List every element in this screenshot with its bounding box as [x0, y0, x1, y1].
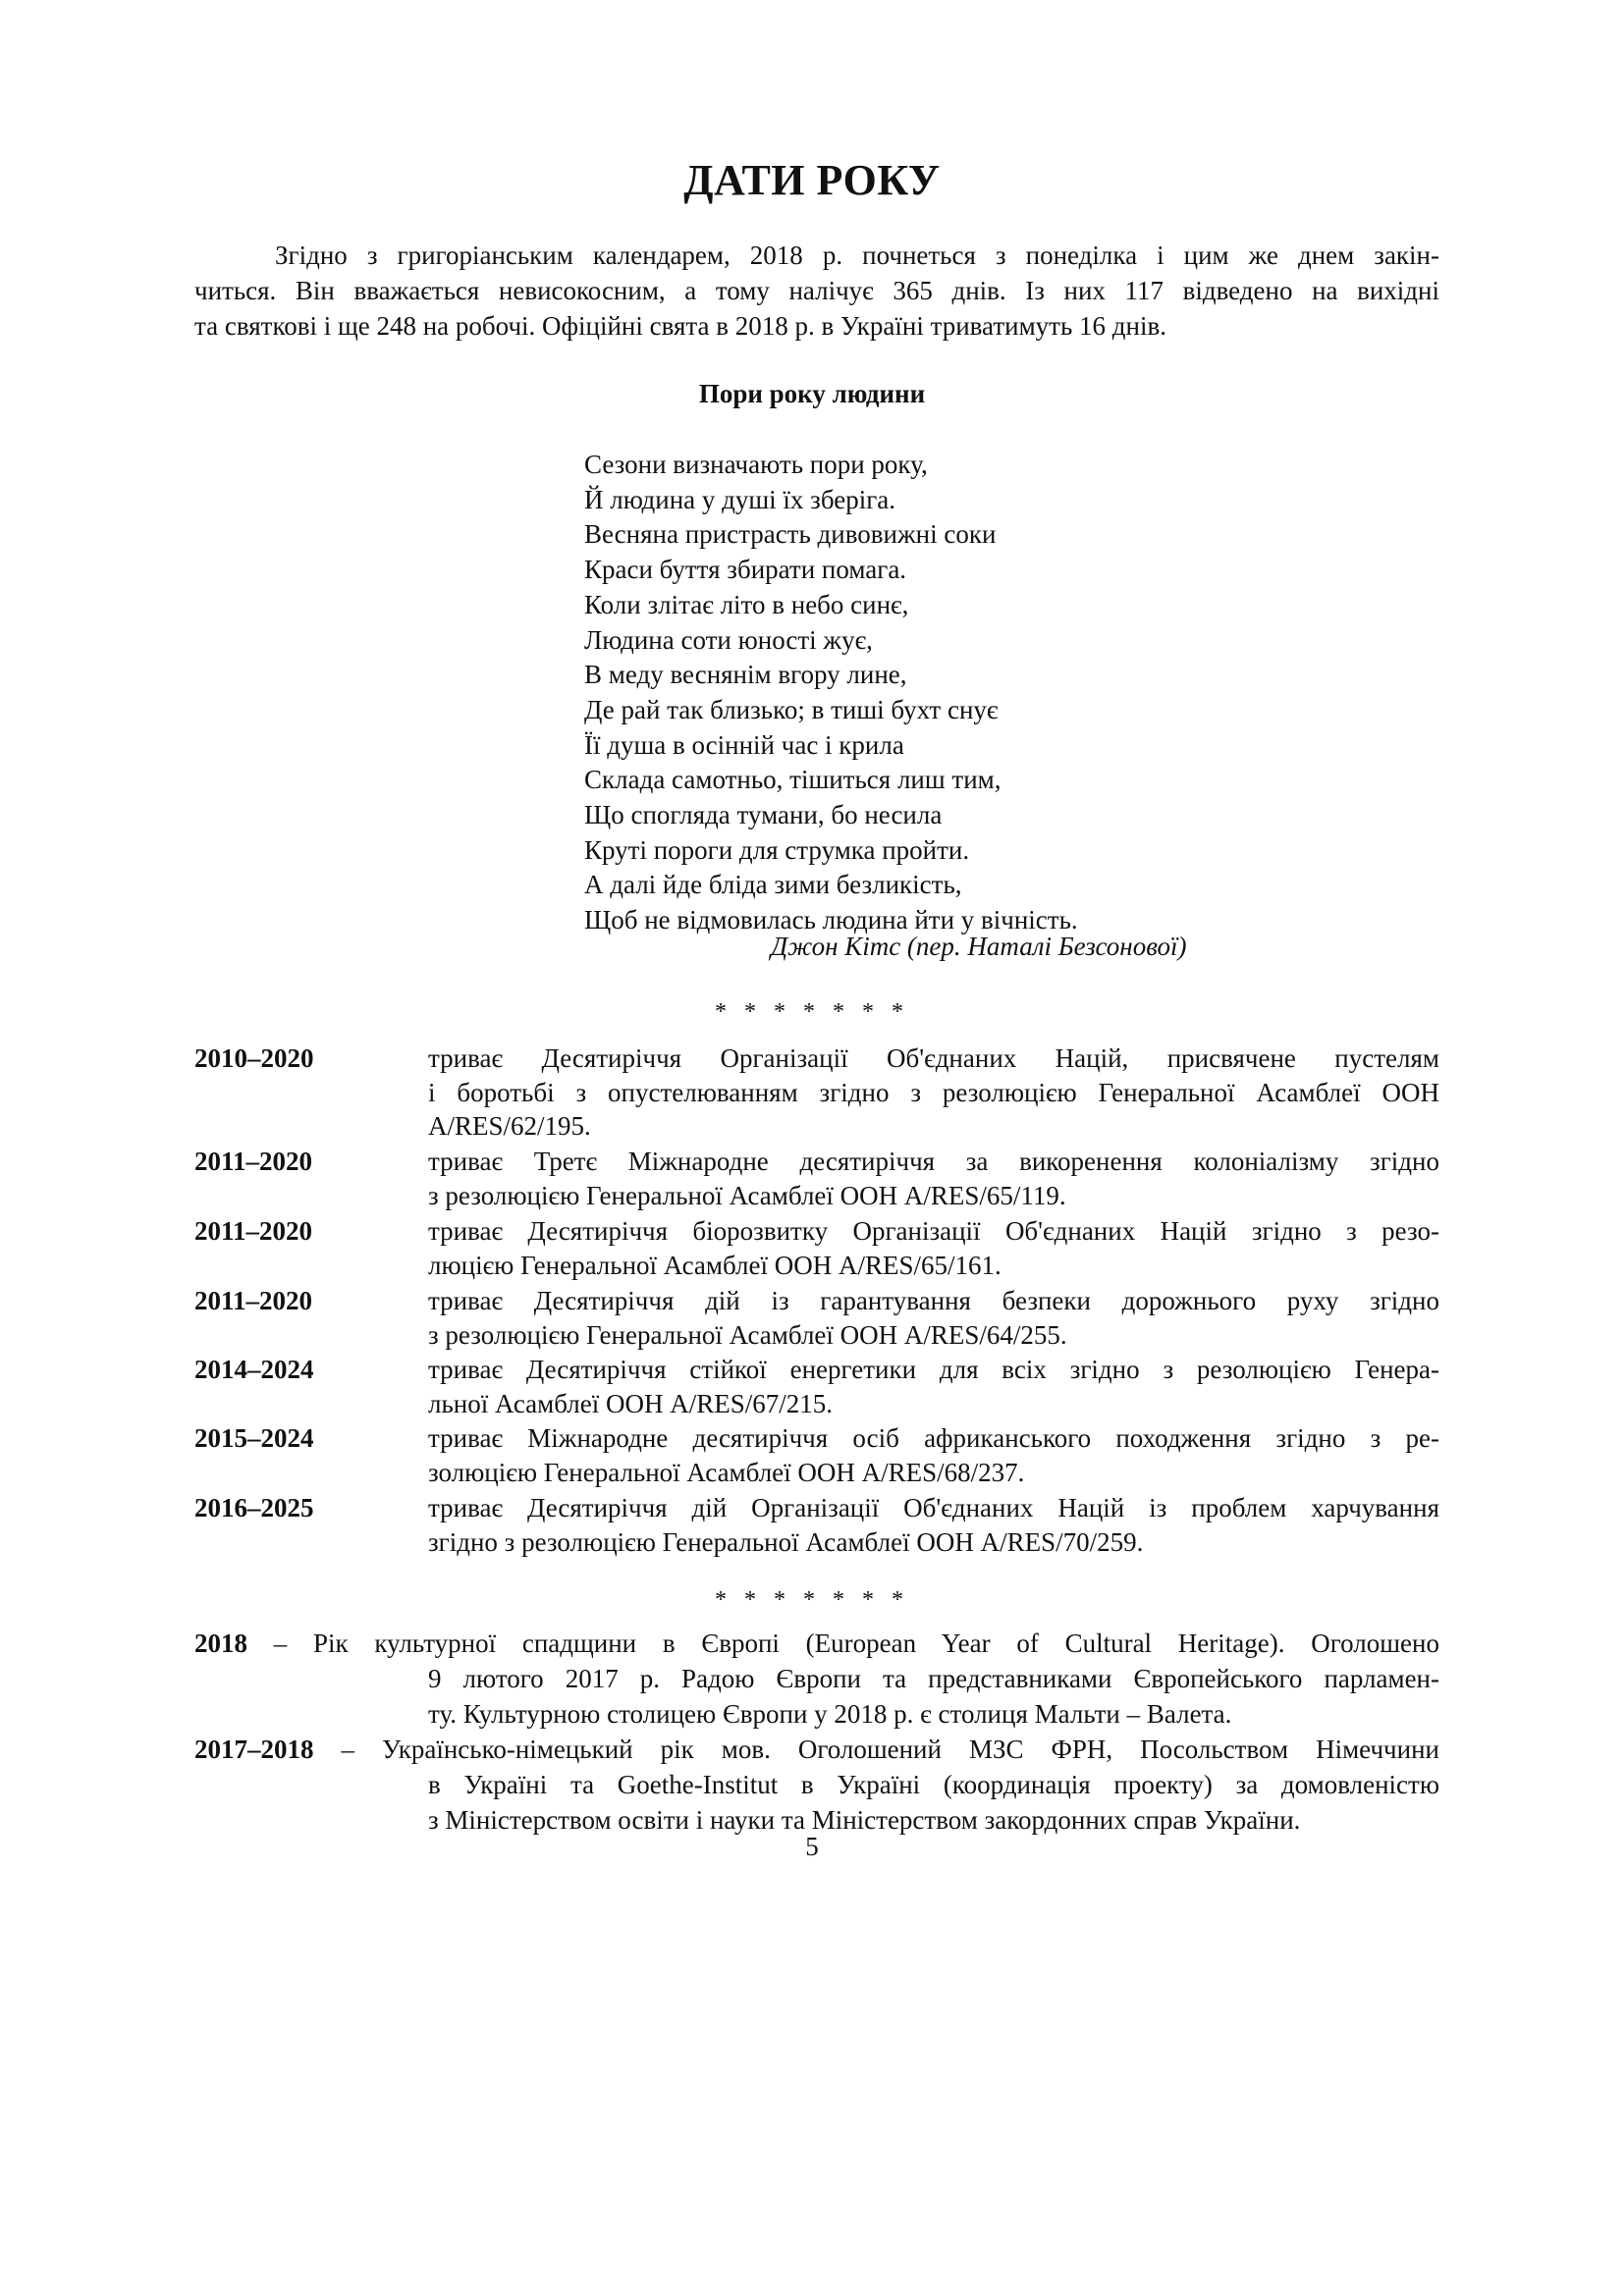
decade-text-line: триває Десятиріччя біорозвитку Організації Об'єднаних Націй згідно з резо- — [428, 1216, 1439, 1246]
intro-line: читься. Він вважається невисокосним, а тому налічує 365 днів. Із них 117 відведено на вихідні — [194, 276, 1439, 305]
year-entry-line: в Україні та Goethe-Institut в Україні (координація проекту) за домовленістю — [428, 1770, 1439, 1799]
poem-line: Її душа в осінній час і крила — [584, 729, 904, 760]
decade-text-line: люцією Генеральної Асамблеї ООН A/RES/65/161. — [428, 1250, 1001, 1280]
decade-years: 2011–2020 — [194, 1286, 313, 1315]
poem-body — [584, 448, 1078, 938]
year-label: 2017–2018 — [194, 1735, 314, 1764]
decade-text-line: триває Десятиріччя дій із гарантування безпеки дорожнього руху згідно — [428, 1286, 1439, 1315]
year-entry-line: з Міністерством освіти і науки та Міністерством закордонних справ України. — [428, 1805, 1301, 1835]
poem-line: Сезони визначають пори року, — [584, 450, 928, 479]
intro-paragraph — [194, 238, 1439, 344]
decade-years: 2014–2024 — [194, 1355, 314, 1384]
poem-line: Краси буття збирати помага. — [584, 555, 907, 585]
year-entry-head — [194, 1732, 1439, 1767]
decade-years: 2011–2020 — [194, 1216, 313, 1246]
page-number: 5 — [805, 1832, 819, 1861]
intro-line: та святкові і ще 248 на робочі. Офіційні свята в 2018 р. в Україні триватимуть 16 днів. — [194, 311, 1166, 341]
decade-years: 2016–2025 — [194, 1493, 314, 1522]
decade-years: 2015–2024 — [194, 1423, 314, 1453]
poem-line: Людина соти юності жує, — [584, 624, 873, 655]
decade-text-line: триває Міжнародне десятиріччя осіб африканського походження згідно з ре- — [428, 1423, 1439, 1453]
decade-text-line: льної Асамблеї ООН A/RES/67/215. — [428, 1388, 833, 1418]
decade-entry — [194, 1145, 1439, 1212]
year-entry — [194, 1626, 1439, 1732]
year-entry-line: ту. Культурною столицею Європи у 2018 р. є столиця Мальти – Валета. — [428, 1699, 1232, 1729]
poem-line: В меду веснянім вгору лине, — [584, 660, 907, 690]
decade-years: 2011–2020 — [194, 1147, 313, 1176]
decade-entry — [194, 1214, 1439, 1282]
poem-line: Коли злітає літо в небо синє, — [584, 589, 909, 619]
decade-text-line: триває Третє Міжнародне десятиріччя за викоренення колоніалізму згідно — [428, 1147, 1439, 1176]
poem-line: Що споглядa тумани, бо несила — [584, 800, 943, 830]
decade-text-line: триває Десятиріччя Організації Об'єднаних Націй, присвячене пустелям — [428, 1043, 1439, 1073]
year-entry-text: – Рік культурної спадщини в Європі (European Year of Cultural Heritage). Оголошено — [247, 1629, 1439, 1658]
decade-entry — [194, 1491, 1439, 1559]
decade-text-line: з резолюцією Генеральної Асамблеї ООН A/RES/65/119. — [428, 1180, 1066, 1210]
decade-entry — [194, 1421, 1439, 1489]
decade-text-line: з резолюцією Генеральної Асамблеї ООН A/RES/64/255. — [428, 1319, 1067, 1350]
year-entry-head — [194, 1626, 1439, 1661]
year-label: 2018 — [194, 1629, 247, 1658]
poem-line: Де рай так близько; в тиші бухт снує — [584, 694, 999, 724]
year-entry — [194, 1732, 1439, 1838]
poem-line: Щоб не відмовилась людина йти у вічність. — [584, 905, 1078, 935]
poem-line: Склада самотньо, тішиться лиш тим, — [584, 765, 1001, 795]
decade-entry — [194, 1041, 1439, 1144]
decade-text-line: згідно з резолюцією Генеральної Асамблеї ООН A/RES/70/259. — [428, 1526, 1144, 1557]
section-separator: * * * * * * * — [715, 1587, 909, 1613]
poem-author: Джон Кітс (пер. Наталі Безсонової) — [771, 932, 1187, 961]
intro-line: Згідно з григоріанським календарем, 2018 р. почнеться з понеділка і цим же днем закін- — [275, 240, 1439, 270]
year-entry-line: 9 лютого 2017 р. Радою Європи та представниками Європейського парламен- — [428, 1664, 1439, 1693]
poem-line: А далі йде бліда зими безликість, — [584, 870, 962, 900]
poem-line: Весняна пристрасть дивовижні соки — [584, 519, 997, 550]
section-separator: * * * * * * * — [715, 999, 909, 1025]
decade-text-line: золюцією Генеральної Асамблеї ООН A/RES/68/237. — [428, 1457, 1025, 1487]
decade-text-line: триває Десятиріччя стійкої енергетики для всіх згідно з резолюцією Генера- — [428, 1355, 1439, 1384]
year-entry-text: – Українсько-німецький рік мов. Оголошений МЗС ФРН, Посольством Німеччини — [313, 1735, 1439, 1764]
decade-text-line: і боротьбі з опустелюванням згідно з резолюцією Генеральної Асамблеї ООН — [428, 1077, 1439, 1107]
decade-entry — [194, 1353, 1439, 1420]
poem-title: Пори року людини — [698, 379, 926, 408]
page-title: ДАТИ РОКУ — [683, 156, 941, 204]
decade-entry — [194, 1284, 1439, 1352]
decade-years: 2010–2020 — [194, 1043, 314, 1073]
poem-line: Круті пороги для струмка пройти. — [584, 834, 970, 865]
decade-text-line: триває Десятиріччя дій Організації Об'єднаних Націй із проблем харчування — [428, 1493, 1439, 1522]
decade-text-line: A/RES/62/195. — [428, 1111, 591, 1141]
poem-line: Й людина у душі їх зберіга. — [584, 484, 896, 514]
